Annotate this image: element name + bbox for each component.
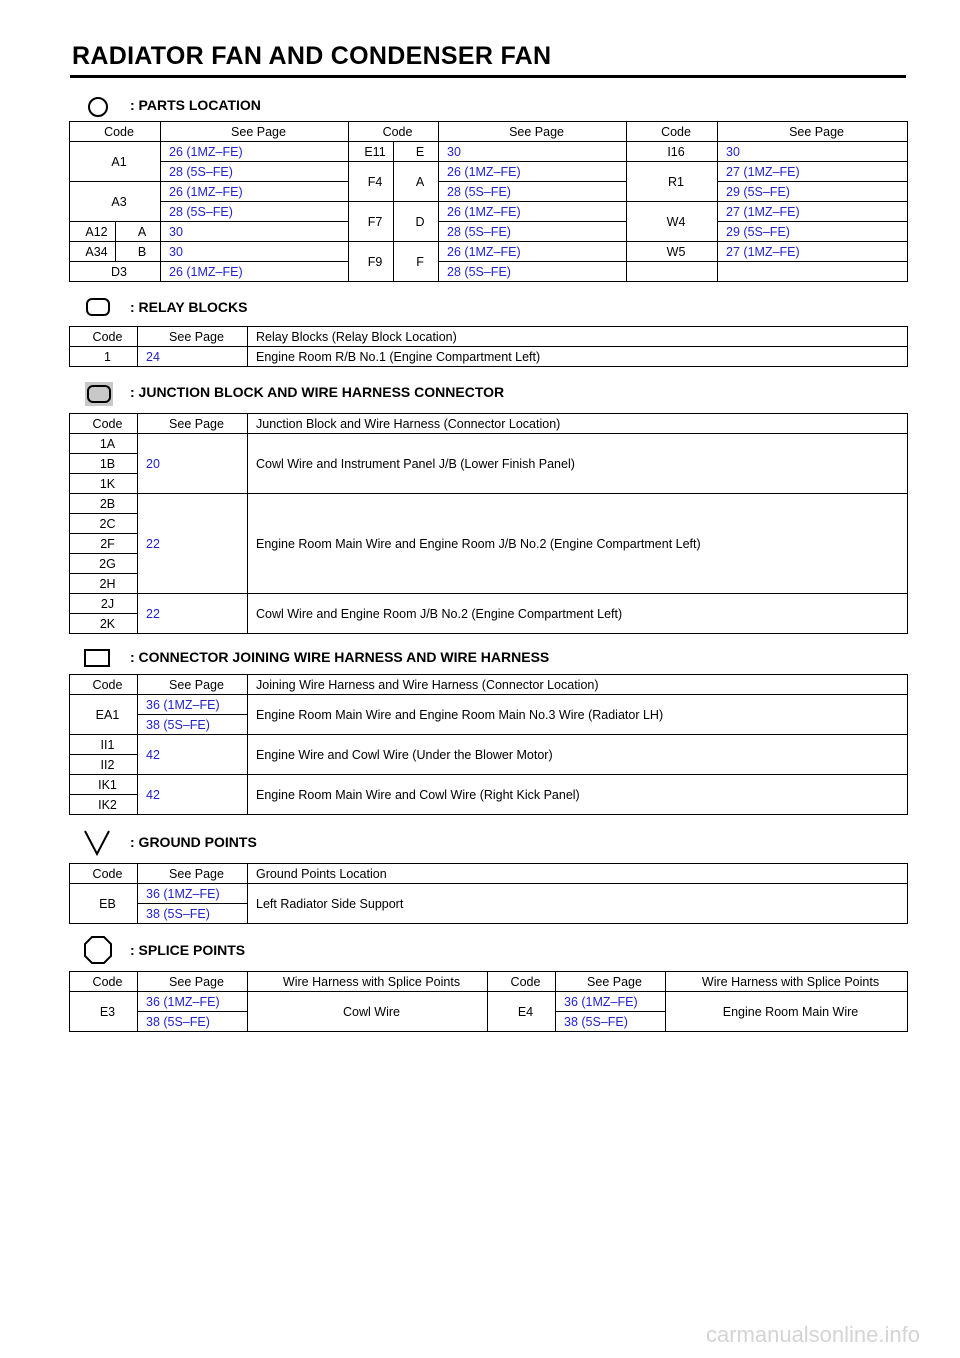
- col-header-code: Code: [627, 122, 718, 142]
- page-link[interactable]: 30: [439, 142, 627, 162]
- page-link[interactable]: 26 (1MZ–FE): [161, 142, 349, 162]
- junction-block-icon: [84, 381, 114, 407]
- code-a34: A34: [70, 242, 116, 262]
- page-link[interactable]: 36 (1MZ–FE): [138, 884, 248, 904]
- col-header-see-page: See Page: [138, 675, 248, 695]
- page-link[interactable]: 22: [138, 494, 248, 594]
- col-header-see-page: See Page: [718, 122, 908, 142]
- page-link[interactable]: 28 (5S–FE): [439, 262, 627, 282]
- code-f9: F9: [349, 242, 394, 282]
- ground-point-icon: [81, 826, 113, 858]
- circle-icon: [87, 96, 109, 118]
- col-header-jb-location: Junction Block and Wire Harness (Connector Location): [248, 414, 908, 434]
- page-title: RADIATOR FAN AND CONDENSER FAN: [72, 42, 552, 70]
- page-link[interactable]: 27 (1MZ–FE): [718, 202, 908, 222]
- page-link[interactable]: 38 (5S–FE): [138, 1012, 248, 1032]
- jb-code: 2H: [70, 574, 138, 594]
- splice-point-icon: [83, 935, 113, 965]
- page-link[interactable]: 30: [161, 222, 349, 242]
- page-link[interactable]: 38 (5S–FE): [138, 715, 248, 735]
- jb-code: 1B: [70, 454, 138, 474]
- page-link[interactable]: 29 (5S–FE): [718, 222, 908, 242]
- code-e11: E11: [349, 142, 394, 162]
- splice-location: Engine Room Main Wire: [666, 992, 908, 1032]
- col-header-relay-location: Relay Blocks (Relay Block Location): [248, 327, 908, 347]
- page-link[interactable]: 30: [161, 242, 349, 262]
- jb-code: 2K: [70, 614, 138, 634]
- connector-letter: F: [394, 242, 439, 282]
- connector-code: IK2: [70, 795, 138, 815]
- section-ground-points: : GROUND POINTS: [130, 834, 257, 850]
- col-header-see-page: See Page: [138, 327, 248, 347]
- page-link[interactable]: 26 (1MZ–FE): [161, 182, 349, 202]
- col-header-see-page: See Page: [161, 122, 349, 142]
- connector-code: IK1: [70, 775, 138, 795]
- page-link[interactable]: 36 (1MZ–FE): [556, 992, 666, 1012]
- empty-cell: [627, 262, 718, 282]
- col-header-code: Code: [70, 972, 138, 992]
- code-i16: I16: [627, 142, 718, 162]
- connector-code: II1: [70, 735, 138, 755]
- connector-location: Engine Room Main Wire and Cowl Wire (Right Kick Panel): [248, 775, 908, 815]
- page-link[interactable]: 28 (5S–FE): [161, 162, 349, 182]
- section-parts-location: : PARTS LOCATION: [130, 97, 261, 113]
- col-header-splice-location: Wire Harness with Splice Points: [666, 972, 908, 992]
- ground-code: EB: [70, 884, 138, 924]
- connector-letter: B: [116, 242, 161, 262]
- page-link[interactable]: 36 (1MZ–FE): [138, 695, 248, 715]
- col-header-see-page: See Page: [556, 972, 666, 992]
- section-junction-block: : JUNCTION BLOCK AND WIRE HARNESS CONNECTOR: [130, 384, 505, 400]
- col-header-ground-location: Ground Points Location: [248, 864, 908, 884]
- section-connector-joining: : CONNECTOR JOINING WIRE HARNESS AND WIRE HARNESS: [130, 649, 550, 665]
- connector-location: Engine Room Main Wire and Engine Room Main No.3 Wire (Radiator LH): [248, 695, 908, 735]
- page-link[interactable]: 26 (1MZ–FE): [439, 202, 627, 222]
- page-link[interactable]: 26 (1MZ–FE): [439, 242, 627, 262]
- col-header-see-page: See Page: [439, 122, 627, 142]
- col-header-code: Code: [70, 675, 138, 695]
- page-link[interactable]: 29 (5S–FE): [718, 182, 908, 202]
- code-w4: W4: [627, 202, 718, 242]
- page-link[interactable]: 36 (1MZ–FE): [138, 992, 248, 1012]
- jb-code: 2C: [70, 514, 138, 534]
- page-link[interactable]: 42: [138, 775, 248, 815]
- code-d3: D3: [70, 262, 161, 282]
- jb-code: 1K: [70, 474, 138, 494]
- connector-code: II2: [70, 755, 138, 775]
- col-header-code: Code: [70, 864, 138, 884]
- jb-code: 2J: [70, 594, 138, 614]
- jb-location: Cowl Wire and Engine Room J/B No.2 (Engine Compartment Left): [248, 594, 908, 634]
- col-header-code: Code: [70, 327, 138, 347]
- relay-code: 1: [70, 347, 138, 367]
- code-f7: F7: [349, 202, 394, 242]
- col-header-see-page: See Page: [138, 414, 248, 434]
- page-link[interactable]: 27 (1MZ–FE): [718, 242, 908, 262]
- connector-joining-table: [69, 674, 908, 815]
- page-link[interactable]: 20: [138, 434, 248, 494]
- col-header-code: Code: [70, 122, 161, 142]
- jb-location: Cowl Wire and Instrument Panel J/B (Lower Finish Panel): [248, 434, 908, 494]
- splice-code: E4: [488, 992, 556, 1032]
- junction-block-table: [69, 413, 908, 634]
- relay-location: Engine Room R/B No.1 (Engine Compartment Left): [248, 347, 908, 367]
- relay-block-icon: [85, 297, 111, 317]
- connector-letter: D: [394, 202, 439, 242]
- col-header-code: Code: [70, 414, 138, 434]
- splice-points-table: [69, 971, 908, 1032]
- col-header-code: Code: [349, 122, 439, 142]
- splice-code: E3: [70, 992, 138, 1032]
- connector-letter: E: [394, 142, 439, 162]
- jb-code: 2B: [70, 494, 138, 514]
- page-link[interactable]: 38 (5S–FE): [556, 1012, 666, 1032]
- col-header-join-location: Joining Wire Harness and Wire Harness (Connector Location): [248, 675, 908, 695]
- code-w5: W5: [627, 242, 718, 262]
- page-link[interactable]: 38 (5S–FE): [138, 904, 248, 924]
- page-link[interactable]: 26 (1MZ–FE): [439, 162, 627, 182]
- connector-letter: A: [394, 162, 439, 202]
- ground-location: Left Radiator Side Support: [248, 884, 908, 924]
- code-a12: A12: [70, 222, 116, 242]
- connector-code: EA1: [70, 695, 138, 735]
- col-header-code: Code: [488, 972, 556, 992]
- col-header-see-page: See Page: [138, 864, 248, 884]
- code-r1: R1: [627, 162, 718, 202]
- jb-code: 2F: [70, 534, 138, 554]
- page-link[interactable]: 24: [138, 347, 248, 367]
- connector-letter: A: [116, 222, 161, 242]
- parts-location-table: [69, 121, 908, 282]
- page-link[interactable]: 30: [718, 142, 908, 162]
- page-link[interactable]: 27 (1MZ–FE): [718, 162, 908, 182]
- ground-points-table: [69, 863, 908, 924]
- code-a3: A3: [70, 182, 161, 222]
- title-rule: [70, 75, 906, 78]
- page-link[interactable]: 26 (1MZ–FE): [161, 262, 349, 282]
- splice-location: Cowl Wire: [248, 992, 488, 1032]
- connector-icon: [83, 647, 111, 669]
- page-link[interactable]: 28 (5S–FE): [439, 182, 627, 202]
- jb-code: 1A: [70, 434, 138, 454]
- jb-location: Engine Room Main Wire and Engine Room J/B No.2 (Engine Compartment Left): [248, 494, 908, 594]
- col-header-see-page: See Page: [138, 972, 248, 992]
- connector-location: Engine Wire and Cowl Wire (Under the Blower Motor): [248, 735, 908, 775]
- section-splice-points: : SPLICE POINTS: [130, 942, 246, 958]
- page-link[interactable]: 28 (5S–FE): [439, 222, 627, 242]
- code-a1: A1: [70, 142, 161, 182]
- code-f4: F4: [349, 162, 394, 202]
- section-relay-blocks: : RELAY BLOCKS: [130, 299, 248, 315]
- empty-cell: [718, 262, 908, 282]
- page-link[interactable]: 28 (5S–FE): [161, 202, 349, 222]
- page-link[interactable]: 22: [138, 594, 248, 634]
- col-header-splice-location: Wire Harness with Splice Points: [248, 972, 488, 992]
- watermark: carmanualsonline.info: [705, 1322, 920, 1347]
- jb-code: 2G: [70, 554, 138, 574]
- page-link[interactable]: 42: [138, 735, 248, 775]
- relay-blocks-table: [69, 326, 908, 367]
